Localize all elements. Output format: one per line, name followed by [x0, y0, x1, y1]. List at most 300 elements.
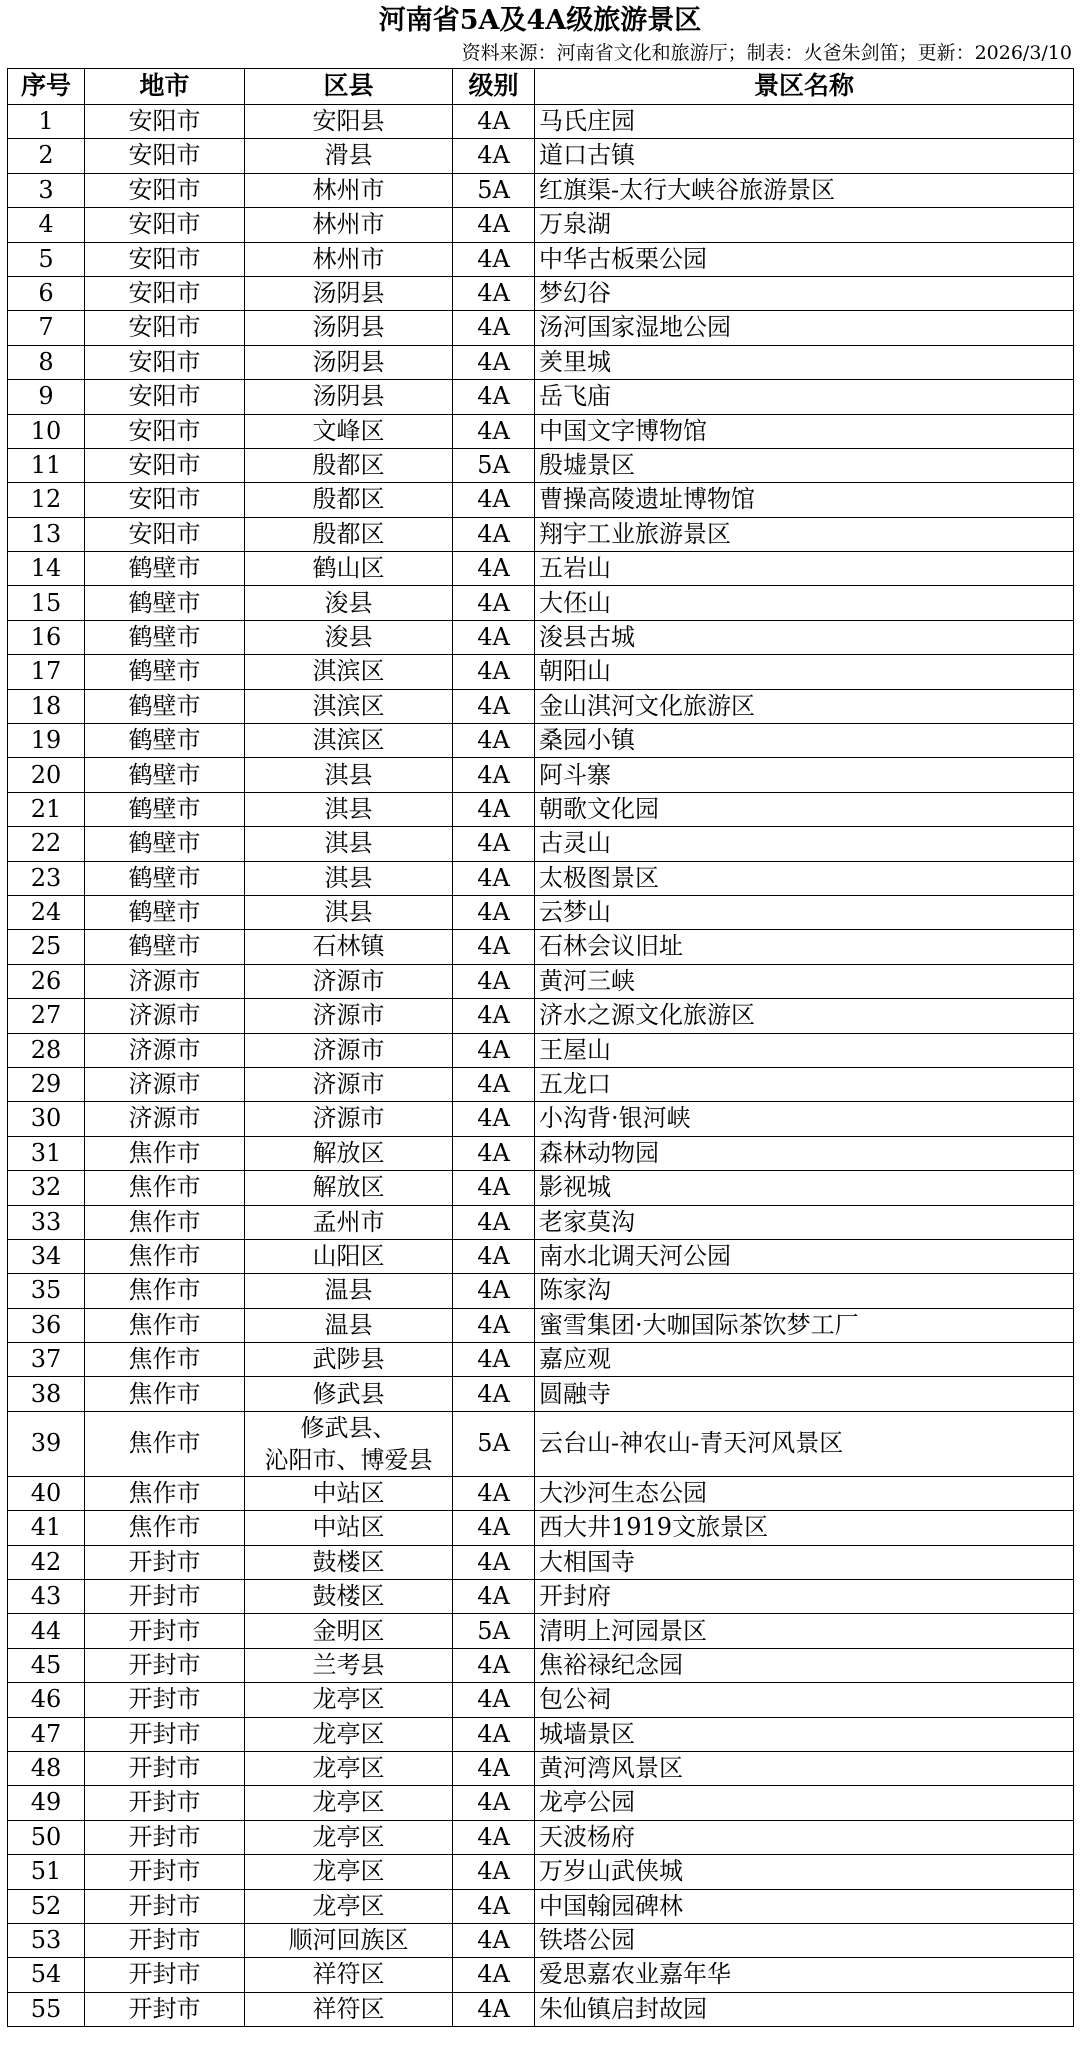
table-row: [8, 1751, 1074, 1785]
cell-name: 朱仙镇启封故园: [535, 1992, 1074, 2026]
cell-name: 殷墟景区: [535, 448, 1074, 482]
cell-county: 解放区: [245, 1136, 453, 1170]
cell-no: 25: [8, 930, 85, 964]
cell-level: 4A: [453, 930, 535, 964]
cell-county: 济源市: [245, 1102, 453, 1136]
cell-county: 淇滨区: [245, 689, 453, 723]
table-row: [8, 1614, 1074, 1648]
table-row: [8, 999, 1074, 1033]
cell-county: 解放区: [245, 1171, 453, 1205]
cell-name: 开封府: [535, 1580, 1074, 1614]
cell-name: 朝歌文化园: [535, 792, 1074, 826]
cell-name: 天波杨府: [535, 1820, 1074, 1854]
cell-no: 19: [8, 724, 85, 758]
cell-no: 42: [8, 1545, 85, 1579]
cell-city: 鹤壁市: [85, 586, 245, 620]
cell-no: 11: [8, 448, 85, 482]
cell-county: 淇滨区: [245, 724, 453, 758]
cell-level: 4A: [453, 1648, 535, 1682]
cell-city: 鹤壁市: [85, 655, 245, 689]
cell-county: 文峰区: [245, 414, 453, 448]
cell-level: 4A: [453, 276, 535, 310]
header-name: 景区名称: [535, 69, 1074, 105]
cell-name: 五岩山: [535, 552, 1074, 586]
table-row: [8, 173, 1074, 207]
cell-county: 祥符区: [245, 1958, 453, 1992]
table-row: [8, 964, 1074, 998]
cell-name: 道口古镇: [535, 139, 1074, 173]
cell-level: 4A: [453, 689, 535, 723]
cell-county: 武陟县: [245, 1343, 453, 1377]
cell-no: 24: [8, 895, 85, 929]
cell-level: 4A: [453, 1820, 535, 1854]
table-row: [8, 1683, 1074, 1717]
table-row: [8, 1377, 1074, 1411]
cell-name: 龙亭公园: [535, 1786, 1074, 1820]
cell-county: 浚县: [245, 586, 453, 620]
cell-no: 39: [8, 1411, 85, 1476]
cell-county: 浚县: [245, 620, 453, 654]
cell-city: 安阳市: [85, 483, 245, 517]
cell-city: 安阳市: [85, 311, 245, 345]
cell-no: 1: [8, 105, 85, 139]
cell-county: 安阳县: [245, 105, 453, 139]
cell-level: 4A: [453, 792, 535, 826]
cell-county: 淇县: [245, 792, 453, 826]
cell-no: 15: [8, 586, 85, 620]
cell-county: 石林镇: [245, 930, 453, 964]
cell-no: 47: [8, 1717, 85, 1751]
cell-city: 安阳市: [85, 242, 245, 276]
cell-city: 开封市: [85, 1889, 245, 1923]
cell-county: 山阳区: [245, 1239, 453, 1273]
cell-no: 14: [8, 552, 85, 586]
cell-level: 4A: [453, 311, 535, 345]
cell-name: 曹操高陵遗址博物馆: [535, 483, 1074, 517]
cell-county: 龙亭区: [245, 1855, 453, 1889]
header-no: 序号: [8, 69, 85, 105]
cell-name: 云梦山: [535, 895, 1074, 929]
cell-no: 37: [8, 1343, 85, 1377]
cell-level: 4A: [453, 1855, 535, 1889]
cell-name: 浚县古城: [535, 620, 1074, 654]
cell-level: 5A: [453, 448, 535, 482]
cell-county: 淇滨区: [245, 655, 453, 689]
table-body: [8, 105, 1074, 2027]
cell-no: 27: [8, 999, 85, 1033]
cell-no: 7: [8, 311, 85, 345]
cell-no: 5: [8, 242, 85, 276]
table-row: [8, 380, 1074, 414]
cell-level: 4A: [453, 1171, 535, 1205]
table-row: [8, 1511, 1074, 1545]
table-row: [8, 139, 1074, 173]
table-row: [8, 1308, 1074, 1342]
table-row: [8, 586, 1074, 620]
table-row: [8, 414, 1074, 448]
cell-name: 朝阳山: [535, 655, 1074, 689]
table-row: [8, 1067, 1074, 1101]
cell-no: 12: [8, 483, 85, 517]
table-row: [8, 1889, 1074, 1923]
cell-no: 30: [8, 1102, 85, 1136]
table-row: [8, 1820, 1074, 1854]
cell-city: 焦作市: [85, 1511, 245, 1545]
cell-no: 3: [8, 173, 85, 207]
table-row: [8, 105, 1074, 139]
cell-county: 孟州市: [245, 1205, 453, 1239]
cell-no: 20: [8, 758, 85, 792]
cell-no: 43: [8, 1580, 85, 1614]
cell-county: 殷都区: [245, 448, 453, 482]
cell-county: 济源市: [245, 1067, 453, 1101]
cell-city: 开封市: [85, 1786, 245, 1820]
cell-no: 49: [8, 1786, 85, 1820]
cell-no: 28: [8, 1033, 85, 1067]
cell-no: 38: [8, 1377, 85, 1411]
county-line: 修武县、: [300, 1413, 397, 1442]
table-row: [8, 1580, 1074, 1614]
table-row: [8, 689, 1074, 723]
cell-level: 4A: [453, 724, 535, 758]
cell-level: 4A: [453, 1889, 535, 1923]
cell-county: 殷都区: [245, 483, 453, 517]
cell-no: 48: [8, 1751, 85, 1785]
cell-city: 焦作市: [85, 1171, 245, 1205]
table-row: [8, 792, 1074, 826]
cell-level: 4A: [453, 1067, 535, 1101]
table-row: [8, 1239, 1074, 1273]
table-row: [8, 345, 1074, 379]
cell-county: 殷都区: [245, 517, 453, 551]
cell-city: 开封市: [85, 1648, 245, 1682]
cell-county: 龙亭区: [245, 1751, 453, 1785]
cell-no: 50: [8, 1820, 85, 1854]
cell-city: 安阳市: [85, 276, 245, 310]
cell-city: 鹤壁市: [85, 758, 245, 792]
cell-no: 10: [8, 414, 85, 448]
cell-no: 16: [8, 620, 85, 654]
cell-city: 安阳市: [85, 380, 245, 414]
cell-county: 鼓楼区: [245, 1545, 453, 1579]
cell-no: 8: [8, 345, 85, 379]
cell-city: 济源市: [85, 1033, 245, 1067]
cell-name: 羑里城: [535, 345, 1074, 379]
cell-no: 6: [8, 276, 85, 310]
table-row: [8, 861, 1074, 895]
cell-county: 祥符区: [245, 1992, 453, 2026]
cell-city: 开封市: [85, 1751, 245, 1785]
cell-city: 开封市: [85, 1683, 245, 1717]
table-row: [8, 1033, 1074, 1067]
cell-level: 4A: [453, 1992, 535, 2026]
cell-no: 31: [8, 1136, 85, 1170]
cell-county: 汤阴县: [245, 311, 453, 345]
cell-level: 4A: [453, 758, 535, 792]
cell-name: 南水北调天河公园: [535, 1239, 1074, 1273]
cell-no: 44: [8, 1614, 85, 1648]
cell-county: 淇县: [245, 861, 453, 895]
cell-city: 开封市: [85, 1580, 245, 1614]
cell-name: 大沙河生态公园: [535, 1476, 1074, 1510]
cell-name: 五龙口: [535, 1067, 1074, 1101]
cell-level: 5A: [453, 1614, 535, 1648]
cell-no: 21: [8, 792, 85, 826]
cell-name: 中华古板栗公园: [535, 242, 1074, 276]
cell-no: 33: [8, 1205, 85, 1239]
cell-level: 5A: [453, 1411, 535, 1476]
cell-no: 41: [8, 1511, 85, 1545]
cell-name: 万泉湖: [535, 208, 1074, 242]
table-row: [8, 930, 1074, 964]
cell-city: 开封市: [85, 1717, 245, 1751]
cell-level: 4A: [453, 1923, 535, 1957]
cell-level: 4A: [453, 1033, 535, 1067]
cell-no: 4: [8, 208, 85, 242]
cell-level: 4A: [453, 620, 535, 654]
cell-city: 焦作市: [85, 1205, 245, 1239]
cell-no: 55: [8, 1992, 85, 2026]
table-row: [8, 208, 1074, 242]
cell-no: 26: [8, 964, 85, 998]
cell-county: 滑县: [245, 139, 453, 173]
table-row: [8, 758, 1074, 792]
table-row: [8, 1411, 1074, 1476]
cell-name: 万岁山武侠城: [535, 1855, 1074, 1889]
table-row: [8, 895, 1074, 929]
cell-city: 开封市: [85, 1923, 245, 1957]
cell-level: 4A: [453, 1239, 535, 1273]
cell-county: 汤阴县: [245, 380, 453, 414]
cell-no: 22: [8, 827, 85, 861]
cell-city: 鹤壁市: [85, 689, 245, 723]
cell-name: 大相国寺: [535, 1545, 1074, 1579]
cell-level: 4A: [453, 1580, 535, 1614]
cell-level: 4A: [453, 586, 535, 620]
cell-city: 焦作市: [85, 1239, 245, 1273]
cell-name: 石林会议旧址: [535, 930, 1074, 964]
cell-city: 焦作市: [85, 1476, 245, 1510]
cell-level: 4A: [453, 139, 535, 173]
cell-name: 太极图景区: [535, 861, 1074, 895]
cell-name: 大伾山: [535, 586, 1074, 620]
cell-no: 13: [8, 517, 85, 551]
cell-level: 4A: [453, 1683, 535, 1717]
cell-city: 焦作市: [85, 1411, 245, 1476]
cell-county: 中站区: [245, 1511, 453, 1545]
scenic-spots-table: [7, 68, 1074, 2027]
cell-level: 4A: [453, 999, 535, 1033]
cell-level: 4A: [453, 1343, 535, 1377]
cell-name: 云台山-神农山-青天河风景区: [535, 1411, 1074, 1476]
cell-city: 开封市: [85, 1958, 245, 1992]
table-row: [8, 1648, 1074, 1682]
table-row: [8, 655, 1074, 689]
cell-level: 4A: [453, 242, 535, 276]
cell-name: 爱思嘉农业嘉年华: [535, 1958, 1074, 1992]
cell-city: 焦作市: [85, 1377, 245, 1411]
cell-level: 4A: [453, 345, 535, 379]
cell-city: 鹤壁市: [85, 724, 245, 758]
cell-city: 开封市: [85, 1855, 245, 1889]
cell-name: 陈家沟: [535, 1274, 1074, 1308]
cell-city: 济源市: [85, 1067, 245, 1101]
cell-county: 林州市: [245, 242, 453, 276]
table-row: [8, 1717, 1074, 1751]
cell-name: 圆融寺: [535, 1377, 1074, 1411]
cell-city: 焦作市: [85, 1274, 245, 1308]
cell-city: 安阳市: [85, 517, 245, 551]
cell-city: 焦作市: [85, 1136, 245, 1170]
cell-city: 焦作市: [85, 1308, 245, 1342]
cell-name: 中国文字博物馆: [535, 414, 1074, 448]
cell-county: 龙亭区: [245, 1889, 453, 1923]
cell-city: 安阳市: [85, 448, 245, 482]
cell-level: 4A: [453, 1545, 535, 1579]
table-row: [8, 1274, 1074, 1308]
table-row: [8, 552, 1074, 586]
cell-county: 龙亭区: [245, 1717, 453, 1751]
cell-county: 林州市: [245, 173, 453, 207]
cell-county: [245, 1411, 453, 1476]
cell-name: 包公祠: [535, 1683, 1074, 1717]
table-row: [8, 1343, 1074, 1377]
cell-county: 温县: [245, 1274, 453, 1308]
table-row: [8, 1136, 1074, 1170]
cell-level: 4A: [453, 380, 535, 414]
cell-name: 嘉应观: [535, 1343, 1074, 1377]
cell-level: 4A: [453, 208, 535, 242]
cell-county: 汤阴县: [245, 276, 453, 310]
cell-city: 焦作市: [85, 1343, 245, 1377]
cell-county: 林州市: [245, 208, 453, 242]
cell-no: 2: [8, 139, 85, 173]
cell-level: 4A: [453, 483, 535, 517]
cell-level: 4A: [453, 655, 535, 689]
table-row: [8, 1786, 1074, 1820]
cell-level: 4A: [453, 1136, 535, 1170]
cell-no: 53: [8, 1923, 85, 1957]
cell-level: 4A: [453, 1274, 535, 1308]
cell-city: 鹤壁市: [85, 827, 245, 861]
cell-city: 安阳市: [85, 208, 245, 242]
table-row: [8, 517, 1074, 551]
cell-county: 顺河回族区: [245, 1923, 453, 1957]
table-row: [8, 1923, 1074, 1957]
cell-name: 森林动物园: [535, 1136, 1074, 1170]
table-row: [8, 724, 1074, 758]
table-row: [8, 827, 1074, 861]
cell-no: 52: [8, 1889, 85, 1923]
table-row: [8, 311, 1074, 345]
cell-city: 开封市: [85, 1820, 245, 1854]
cell-no: 34: [8, 1239, 85, 1273]
cell-city: 鹤壁市: [85, 895, 245, 929]
cell-name: 清明上河园景区: [535, 1614, 1074, 1648]
cell-name: 马氏庄园: [535, 105, 1074, 139]
cell-level: 4A: [453, 105, 535, 139]
cell-level: 4A: [453, 1476, 535, 1510]
cell-city: 鹤壁市: [85, 930, 245, 964]
cell-city: 鹤壁市: [85, 620, 245, 654]
cell-city: 鹤壁市: [85, 861, 245, 895]
table-row: [8, 276, 1074, 310]
cell-county: 汤阴县: [245, 345, 453, 379]
cell-city: 开封市: [85, 1614, 245, 1648]
cell-no: 36: [8, 1308, 85, 1342]
table-row: [8, 1992, 1074, 2026]
cell-level: 5A: [453, 173, 535, 207]
table-row: [8, 1102, 1074, 1136]
cell-name: 黄河湾风景区: [535, 1751, 1074, 1785]
table-row: [8, 1855, 1074, 1889]
cell-name: 梦幻谷: [535, 276, 1074, 310]
table-row: [8, 1476, 1074, 1510]
header-county: 区县: [245, 69, 453, 105]
cell-level: 4A: [453, 861, 535, 895]
cell-city: 安阳市: [85, 345, 245, 379]
table-row: [8, 1205, 1074, 1239]
table-row: [8, 483, 1074, 517]
cell-city: 济源市: [85, 1102, 245, 1136]
table-row: [8, 1958, 1074, 1992]
cell-level: 4A: [453, 1958, 535, 1992]
source-note: 资料来源：河南省文化和旅游厅；制表：火爸朱剑笛；更新：2026/3/10: [461, 42, 1072, 64]
table-row: [8, 1171, 1074, 1205]
cell-name: 老家莫沟: [535, 1205, 1074, 1239]
cell-county: 淇县: [245, 827, 453, 861]
cell-name: 焦裕禄纪念园: [535, 1648, 1074, 1682]
cell-name: 蜜雪集团·大咖国际茶饮梦工厂: [535, 1308, 1074, 1342]
cell-name: 济水之源文化旅游区: [535, 999, 1074, 1033]
cell-city: 开封市: [85, 1545, 245, 1579]
cell-level: 4A: [453, 1786, 535, 1820]
cell-level: 4A: [453, 1102, 535, 1136]
table-row: [8, 242, 1074, 276]
table-row: [8, 1545, 1074, 1579]
cell-level: 4A: [453, 1205, 535, 1239]
cell-name: 小沟背·银河峡: [535, 1102, 1074, 1136]
table-row: [8, 620, 1074, 654]
cell-county: 龙亭区: [245, 1786, 453, 1820]
cell-no: 32: [8, 1171, 85, 1205]
cell-no: 18: [8, 689, 85, 723]
cell-city: 安阳市: [85, 414, 245, 448]
header-city: 地市: [85, 69, 245, 105]
cell-no: 9: [8, 380, 85, 414]
cell-city: 安阳市: [85, 173, 245, 207]
cell-no: 29: [8, 1067, 85, 1101]
cell-no: 45: [8, 1648, 85, 1682]
cell-county: 龙亭区: [245, 1820, 453, 1854]
cell-county: 鼓楼区: [245, 1580, 453, 1614]
cell-no: 54: [8, 1958, 85, 1992]
cell-county: 济源市: [245, 964, 453, 998]
cell-no: 40: [8, 1476, 85, 1510]
cell-level: 4A: [453, 1308, 535, 1342]
cell-no: 23: [8, 861, 85, 895]
cell-city: 济源市: [85, 964, 245, 998]
cell-county: 温县: [245, 1308, 453, 1342]
cell-name: 王屋山: [535, 1033, 1074, 1067]
cell-name: 影视城: [535, 1171, 1074, 1205]
cell-name: 铁塔公园: [535, 1923, 1074, 1957]
cell-name: 岳飞庙: [535, 380, 1074, 414]
cell-level: 4A: [453, 895, 535, 929]
cell-county: 修武县: [245, 1377, 453, 1411]
cell-name: 古灵山: [535, 827, 1074, 861]
cell-name: 红旗渠-太行大峡谷旅游景区: [535, 173, 1074, 207]
